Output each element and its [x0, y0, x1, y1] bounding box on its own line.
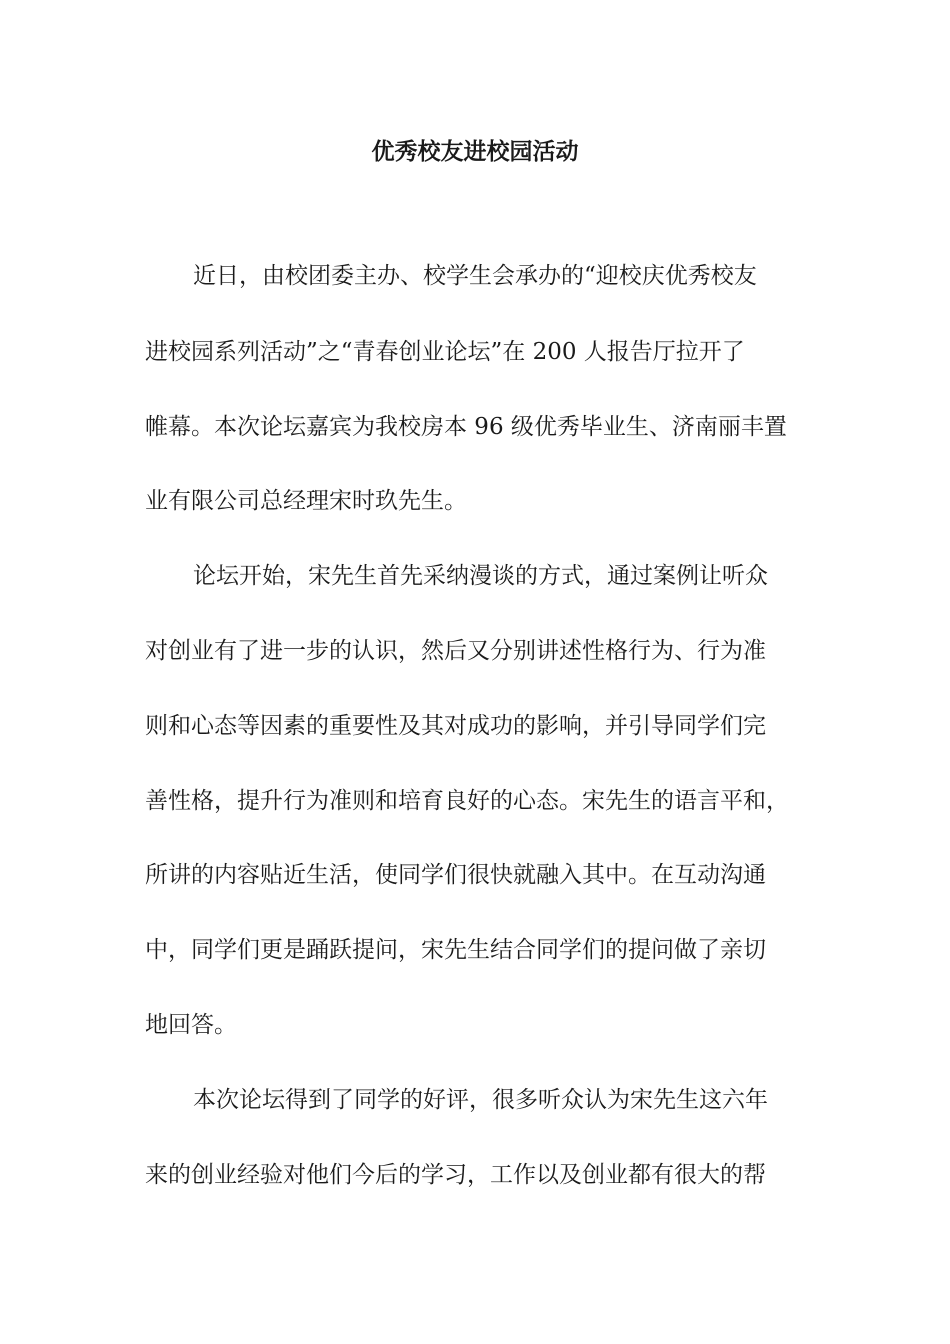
paragraph-2-line-2: 对创业有了进一步的认识，然后又分别讲述性格行为、行为准	[145, 638, 766, 664]
paragraph-2-line-1: 论坛开始，宋先生首先采纳漫谈的方式，通过案例让听众	[193, 563, 768, 589]
paragraph-2-line-7: 地回答。	[145, 1012, 237, 1038]
paragraph-3-line-1: 本次论坛得到了同学的好评，很多听众认为宋先生这六年	[193, 1087, 768, 1113]
paragraph-2-line-4: 善性格，提升行为准则和培育良好的心态。宋先生的语言平和，	[145, 788, 789, 814]
paragraph-2-line-6: 中，同学们更是踊跃提问，宋先生结合同学们的提问做了亲切	[145, 937, 766, 963]
paragraph-1-line-2: 进校园系列活动”之“青春创业论坛”在 200 人报告厅拉开了	[145, 339, 745, 365]
paragraph-2-line-5: 所讲的内容贴近生活，使同学们很快就融入其中。在互动沟通	[145, 862, 766, 888]
paragraph-1-line-3: 帷幕。本次论坛嘉宾为我校房本 96 级优秀毕业生、济南丽丰置	[145, 414, 787, 440]
paragraph-3-line-2: 来的创业经验对他们今后的学习，工作以及创业都有很大的帮	[145, 1162, 766, 1188]
paragraph-1-line-1: 近日，由校团委主办、校学生会承办的“迎校庆优秀校友	[193, 263, 757, 289]
paragraph-1-line-4: 业有限公司总经理宋时玖先生。	[145, 488, 467, 514]
document-title: 优秀校友进校园活动	[371, 138, 579, 165]
paragraph-2-line-3: 则和心态等因素的重要性及其对成功的影响，并引导同学们完	[145, 713, 766, 739]
